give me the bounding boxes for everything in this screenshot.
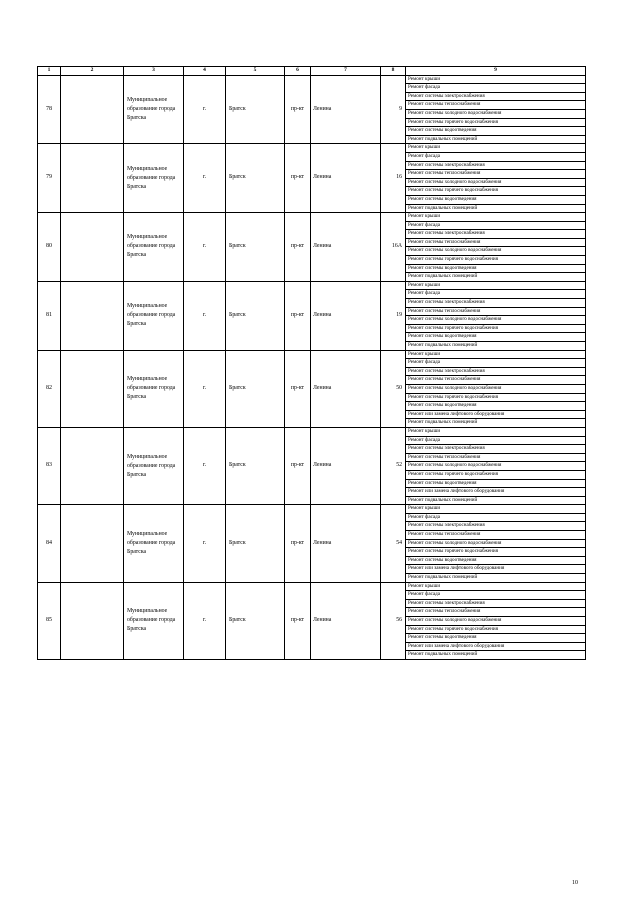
house-number-cell: 19 — [381, 281, 406, 350]
work-type-cell: Ремонт системы горячего водоснабжения — [406, 324, 586, 333]
work-type-cell: Ремонт системы теплоснабжения — [406, 170, 586, 179]
table-row — [38, 350, 586, 359]
work-type-cell: Ремонт системы электроснабжения — [406, 161, 586, 170]
city-type-cell: г. — [184, 213, 226, 282]
street-type-cell: пр-кт — [285, 350, 311, 427]
work-type-cell: Ремонт системы теплоснабжения — [406, 531, 586, 540]
work-type-cell: Ремонт системы водоотведения — [406, 127, 586, 136]
table-row — [38, 505, 586, 514]
work-type-cell: Ремонт системы холодного водоснабжения — [406, 617, 586, 626]
street-cell: Ленина — [311, 505, 381, 582]
work-type-cell: Ремонт фасада — [406, 359, 586, 368]
work-type-cell: Ремонт фасада — [406, 84, 586, 93]
work-type-cell: Ремонт или замена лифтового оборудования — [406, 410, 586, 419]
work-type-cell: Ремонт системы горячего водоснабжения — [406, 625, 586, 634]
work-type-cell: Ремонт системы холодного водоснабжения — [406, 384, 586, 393]
street-cell: Ленина — [311, 281, 381, 350]
work-type-cell: Ремонт крыши — [406, 505, 586, 514]
work-type-cell: Ремонт подвальных помещений — [406, 496, 586, 505]
row-number: 83 — [38, 427, 61, 504]
work-type-cell: Ремонт системы теплоснабжения — [406, 453, 586, 462]
city-type-cell: г. — [184, 350, 226, 427]
work-type-cell: Ремонт системы холодного водоснабжения — [406, 109, 586, 118]
row-number: 82 — [38, 350, 61, 427]
street-type-cell: пр-кт — [285, 213, 311, 282]
work-type-cell: Ремонт фасада — [406, 221, 586, 230]
header-cell: 9 — [406, 67, 586, 76]
house-number-cell: 54 — [381, 505, 406, 582]
work-type-cell: Ремонт системы электроснабжения — [406, 522, 586, 531]
header-row — [38, 67, 586, 76]
header-cell: 2 — [61, 67, 124, 76]
city-cell: Братск — [226, 582, 285, 659]
street-type-cell: пр-кт — [285, 427, 311, 504]
work-type-cell: Ремонт системы горячего водоснабжения — [406, 548, 586, 557]
city-type-cell: г. — [184, 427, 226, 504]
row-col2 — [61, 75, 124, 144]
row-col2 — [61, 350, 124, 427]
city-cell: Братск — [226, 75, 285, 144]
municipality-cell: Муниципальное образование города Братска — [124, 427, 184, 504]
street-type-cell: пр-кт — [285, 75, 311, 144]
street-cell: Ленина — [311, 75, 381, 144]
work-type-cell: Ремонт подвальных помещений — [406, 651, 586, 660]
municipality-cell: Муниципальное образование города Братска — [124, 505, 184, 582]
city-type-cell: г. — [184, 144, 226, 213]
municipality-cell: Муниципальное образование города Братска — [124, 213, 184, 282]
table-body — [38, 75, 586, 659]
city-type-cell: г. — [184, 281, 226, 350]
work-type-cell: Ремонт подвальных помещений — [406, 574, 586, 583]
header-cell: 4 — [184, 67, 226, 76]
work-type-cell: Ремонт системы водоотведения — [406, 333, 586, 342]
work-type-cell: Ремонт системы электроснабжения — [406, 92, 586, 101]
header-cell: 3 — [124, 67, 184, 76]
house-number-cell: 56 — [381, 582, 406, 659]
work-type-cell: Ремонт крыши — [406, 427, 586, 436]
street-type-cell: пр-кт — [285, 281, 311, 350]
municipality-cell: Муниципальное образование города Братска — [124, 281, 184, 350]
work-type-cell: Ремонт системы теплоснабжения — [406, 238, 586, 247]
row-number: 85 — [38, 582, 61, 659]
work-type-cell: Ремонт системы теплоснабжения — [406, 307, 586, 316]
work-type-cell: Ремонт системы холодного водоснабжения — [406, 539, 586, 548]
work-type-cell: Ремонт крыши — [406, 582, 586, 591]
work-type-cell: Ремонт или замена лифтового оборудования — [406, 488, 586, 497]
table-row — [38, 281, 586, 290]
work-type-cell: Ремонт фасада — [406, 436, 586, 445]
work-type-cell: Ремонт фасада — [406, 591, 586, 600]
work-type-cell: Ремонт системы теплоснабжения — [406, 376, 586, 385]
municipality-cell: Муниципальное образование города Братска — [124, 350, 184, 427]
work-type-cell: Ремонт системы водоотведения — [406, 556, 586, 565]
work-type-cell: Ремонт системы горячего водоснабжения — [406, 187, 586, 196]
table-row — [38, 213, 586, 222]
work-type-cell: Ремонт системы водоотведения — [406, 479, 586, 488]
work-type-cell: Ремонт системы водоотведения — [406, 264, 586, 273]
work-type-cell: Ремонт системы горячего водоснабжения — [406, 118, 586, 127]
house-number-cell: 9 — [381, 75, 406, 144]
row-number: 80 — [38, 213, 61, 282]
work-type-cell: Ремонт крыши — [406, 144, 586, 153]
work-type-cell: Ремонт подвальных помещений — [406, 419, 586, 428]
city-cell: Братск — [226, 350, 285, 427]
street-cell: Ленина — [311, 427, 381, 504]
street-cell: Ленина — [311, 213, 381, 282]
house-number-cell: 52 — [381, 427, 406, 504]
work-type-cell: Ремонт или замена лифтового оборудования — [406, 565, 586, 574]
work-type-cell: Ремонт подвальных помещений — [406, 135, 586, 144]
city-cell: Братск — [226, 281, 285, 350]
page-number: 10 — [572, 880, 578, 886]
municipality-cell: Муниципальное образование города Братска — [124, 582, 184, 659]
header-cell: 6 — [285, 67, 311, 76]
table-row — [38, 144, 586, 153]
work-type-cell: Ремонт системы электроснабжения — [406, 299, 586, 308]
work-type-cell: Ремонт крыши — [406, 213, 586, 222]
work-type-cell: Ремонт системы водоотведения — [406, 634, 586, 643]
work-type-cell: Ремонт системы холодного водоснабжения — [406, 178, 586, 187]
work-type-cell: Ремонт крыши — [406, 350, 586, 359]
work-type-cell: Ремонт фасада — [406, 152, 586, 161]
row-number: 81 — [38, 281, 61, 350]
house-number-cell: 50 — [381, 350, 406, 427]
city-cell: Братск — [226, 144, 285, 213]
city-cell: Братск — [226, 427, 285, 504]
work-type-cell: Ремонт подвальных помещений — [406, 342, 586, 351]
row-number: 84 — [38, 505, 61, 582]
work-type-cell: Ремонт системы водоотведения — [406, 402, 586, 411]
house-number-cell: 16А — [381, 213, 406, 282]
repair-program-table — [37, 66, 586, 660]
row-col2 — [61, 144, 124, 213]
table-row — [38, 75, 586, 84]
work-type-cell: Ремонт крыши — [406, 75, 586, 84]
row-number: 79 — [38, 144, 61, 213]
municipality-cell: Муниципальное образование города Братска — [124, 75, 184, 144]
street-cell: Ленина — [311, 144, 381, 213]
work-type-cell: Ремонт системы холодного водоснабжения — [406, 247, 586, 256]
city-cell: Братск — [226, 213, 285, 282]
work-type-cell: Ремонт системы холодного водоснабжения — [406, 462, 586, 471]
work-type-cell: Ремонт системы электроснабжения — [406, 445, 586, 454]
row-col2 — [61, 427, 124, 504]
work-type-cell: Ремонт подвальных помещений — [406, 273, 586, 282]
municipality-cell: Муниципальное образование города Братска — [124, 144, 184, 213]
work-type-cell: Ремонт системы теплоснабжения — [406, 101, 586, 110]
header-cell: 8 — [381, 67, 406, 76]
row-col2 — [61, 582, 124, 659]
work-type-cell: Ремонт системы электроснабжения — [406, 367, 586, 376]
row-number: 78 — [38, 75, 61, 144]
work-type-cell: Ремонт системы горячего водоснабжения — [406, 256, 586, 265]
work-type-cell: Ремонт системы электроснабжения — [406, 230, 586, 239]
street-type-cell: пр-кт — [285, 144, 311, 213]
table-row — [38, 427, 586, 436]
row-col2 — [61, 281, 124, 350]
row-col2 — [61, 213, 124, 282]
street-type-cell: пр-кт — [285, 505, 311, 582]
work-type-cell: Ремонт системы холодного водоснабжения — [406, 316, 586, 325]
city-type-cell: г. — [184, 75, 226, 144]
work-type-cell: Ремонт фасада — [406, 513, 586, 522]
work-type-cell: Ремонт фасада — [406, 290, 586, 299]
work-type-cell: Ремонт подвальных помещений — [406, 204, 586, 213]
work-type-cell: Ремонт системы водоотведения — [406, 195, 586, 204]
work-type-cell: Ремонт системы теплоснабжения — [406, 608, 586, 617]
city-type-cell: г. — [184, 505, 226, 582]
header-cell: 7 — [311, 67, 381, 76]
header-cell: 1 — [38, 67, 61, 76]
street-type-cell: пр-кт — [285, 582, 311, 659]
city-type-cell: г. — [184, 582, 226, 659]
work-type-cell: Ремонт системы горячего водоснабжения — [406, 470, 586, 479]
row-col2 — [61, 505, 124, 582]
city-cell: Братск — [226, 505, 285, 582]
work-type-cell: Ремонт системы горячего водоснабжения — [406, 393, 586, 402]
house-number-cell: 16 — [381, 144, 406, 213]
street-cell: Ленина — [311, 350, 381, 427]
work-type-cell: Ремонт системы электроснабжения — [406, 599, 586, 608]
work-type-cell: Ремонт крыши — [406, 281, 586, 290]
street-cell: Ленина — [311, 582, 381, 659]
work-type-cell: Ремонт или замена лифтового оборудования — [406, 642, 586, 651]
header-cell: 5 — [226, 67, 285, 76]
table-row — [38, 582, 586, 591]
